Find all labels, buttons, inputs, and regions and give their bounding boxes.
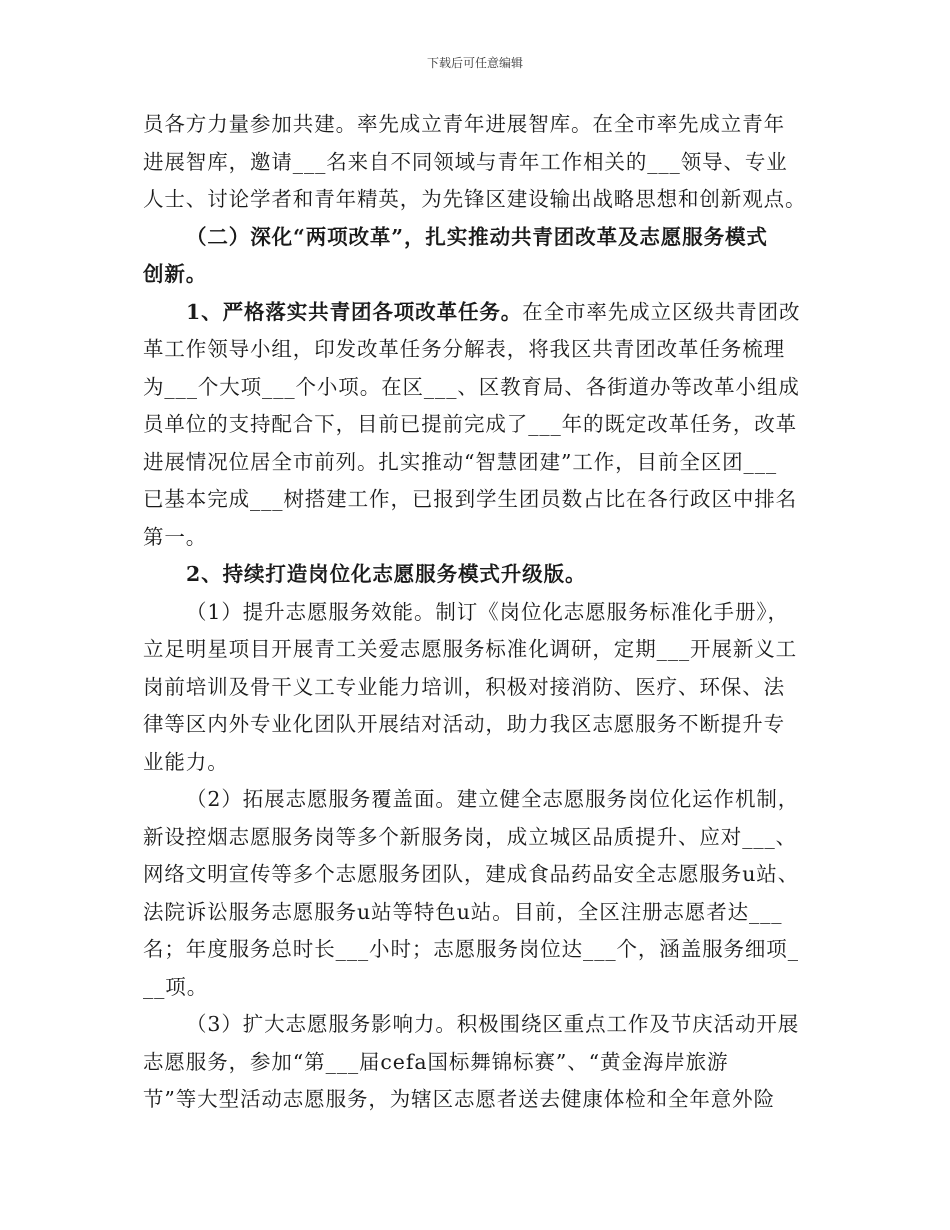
paragraph-line: 立足明星项目开展青工关爱志愿服务标准化调研，定期___开展新义工	[143, 637, 798, 661]
paragraph-line: （1）提升志愿服务效能。制订《岗位化志愿服务标准化手册》，	[186, 599, 789, 624]
paragraph-line: 为___个大项___个小项。在区___、区教育局、各街道办等改革小组成	[143, 374, 800, 399]
paragraph-line: 新设控烟志愿服务岗等多个新服务岗，成立城区品质提升、应对___、	[143, 824, 798, 849]
subheading: 2、持续打造岗位化志愿服务模式升级版。	[186, 562, 587, 586]
paragraph-line: 节”等大型活动志愿服务，为辖区志愿者送去健康体检和全年意外险	[143, 1087, 775, 1111]
paragraph-line: 革工作领导小组，印发改革任务分解表，将我区共青团改革任务梳理	[143, 337, 785, 361]
paragraph-line: 已基本完成___树搭建工作，已报到学生团员数占比在各行政区中排名	[143, 487, 798, 511]
paragraph-line: 进展情况位居全市前列。扎实推动“智慧团建”工作，目前全区团___	[143, 449, 778, 474]
paragraph-line: 员单位的支持配合下，目前已提前完成了___年的既定改革任务，改革	[143, 412, 798, 436]
paragraph-line: __项。	[143, 974, 209, 999]
section-heading: （二）深化“两项改革”，扎实推动共青团改革及志愿服务模式	[186, 224, 768, 249]
paragraph-line: 人士、讨论学者和青年精英，为先锋区建设输出战略思想和创新观点。	[143, 187, 807, 211]
paragraph-line	[143, 294, 815, 332]
subheading-inline: 1、严格落实共青团各项改革任务。	[186, 299, 523, 324]
paragraph-line: 志愿服务，参加“第___届cefa国标舞锦标赛”、“黄金海岸旅游	[143, 1049, 729, 1074]
paragraph-line: （2）拓展志愿服务覆盖面。建立健全志愿服务岗位化运作机制，	[186, 787, 800, 811]
page-header-note: 下载后可任意编辑	[426, 56, 523, 70]
paragraph-line: 第一。	[143, 524, 208, 549]
paragraph-line: 业能力。	[143, 749, 229, 774]
paragraph-line: （3）扩大志愿服务影响力。积极围绕区重点工作及节庆活动开展	[186, 1012, 800, 1036]
paragraph-line: 进展智库，邀请___名来自不同领域与青年工作相关的___领导、专业	[143, 149, 788, 174]
paragraph-text: 在全市率先成立区级共青团改	[522, 299, 801, 324]
paragraph-line: 律等区内外专业化团队开展结对活动，助力我区志愿服务不断提升专	[143, 712, 785, 736]
paragraph-line: 名；年度服务总时长___小时；志愿服务岗位达___个，涵盖服务细项_	[143, 937, 799, 961]
document-body	[143, 106, 815, 1119]
paragraph-line: 法院诉讼服务志愿服务u站等特色u站。目前，全区注册志愿者达___	[143, 899, 783, 924]
paragraph-line: 网络文明宣传等多个志愿服务团队，建成食品药品安全志愿服务u站、	[143, 862, 800, 886]
paragraph-line: 岗前培训及骨干义工专业能力培训，积极对接消防、医疗、环保、法	[143, 674, 785, 699]
section-heading-cont: 创新。	[143, 262, 208, 286]
paragraph-line: 员各方力量参加共建。率先成立青年进展智库。在全市率先成立青年	[143, 112, 785, 136]
